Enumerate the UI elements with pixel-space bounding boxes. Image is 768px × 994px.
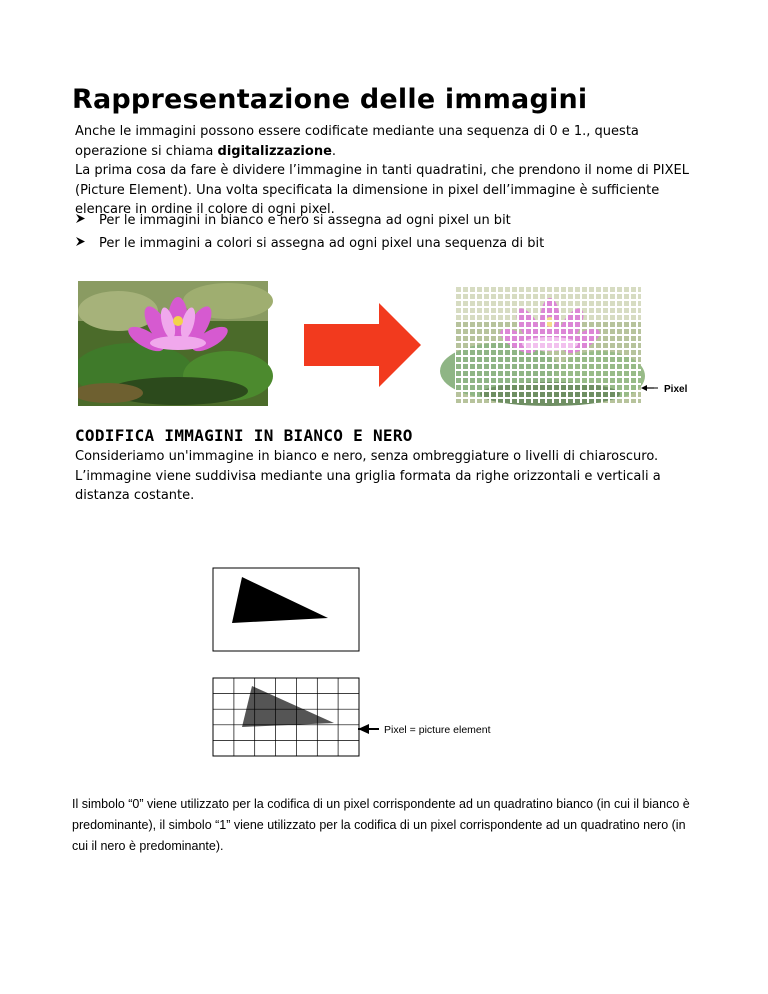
red-arrow-icon <box>304 303 421 387</box>
bw-grid-figure <box>210 565 530 765</box>
pointer-arrow-icon <box>358 724 379 734</box>
pixelation-figure <box>78 281 698 406</box>
section-heading: CODIFICA IMMAGINI IN BIANCO E NERO <box>75 426 413 445</box>
flower-photo <box>78 281 273 406</box>
bullet-item: Per le immagini a colori si assegna ad ogni pixel una sequenza di bit <box>75 234 544 254</box>
page-title: Rappresentazione delle immagini <box>72 84 588 115</box>
arrow-bullet-icon <box>75 234 99 254</box>
keyword-digitalizzazione: digitalizzazione <box>217 143 332 159</box>
triangle-grid-image <box>213 678 359 756</box>
triangle-image <box>213 568 359 651</box>
pixelated-photo <box>440 286 658 406</box>
pixel-picture-element-label: Pixel = picture element <box>384 724 491 736</box>
arrow-bullet-icon <box>75 211 99 231</box>
footer-paragraph: Il simbolo “0” viene utilizzato per la codifica di un pixel corrispondente ad un quadratino bianco (in cui il bianco è predominante), il simbolo “1” viene utilizzato per la codifica di un pixel corrispondente ad un quadratino nero (in cui il nero è predominante). <box>72 797 690 853</box>
pixel-label: Pixel <box>664 384 688 395</box>
intro-paragraph-2: La prima cosa da fare è dividere l’immagine in tanti quadratini, che prendono il nome di PIXEL (Picture Element). Una volta specificata la dimensione in pixel dell’immagine è sufficiente elencare in ordine il colore di ogni pixel. <box>75 163 689 217</box>
section-paragraph: Consideriamo un'immagine in bianco e nero, senza ombreggiature o livelli di chiaroscuro. L’immagine viene suddivisa mediante una griglia formata da righe orizzontali e verticali a distanza costante. <box>75 449 661 503</box>
bullet-item: Per le immagini in bianco e nero si assegna ad ogni pixel un bit <box>75 211 511 231</box>
intro-paragraph-1: Anche le immagini possono essere codificate mediante una sequenza di 0 e 1., questa operazione si chiama digitalizzazione. <box>75 124 639 159</box>
